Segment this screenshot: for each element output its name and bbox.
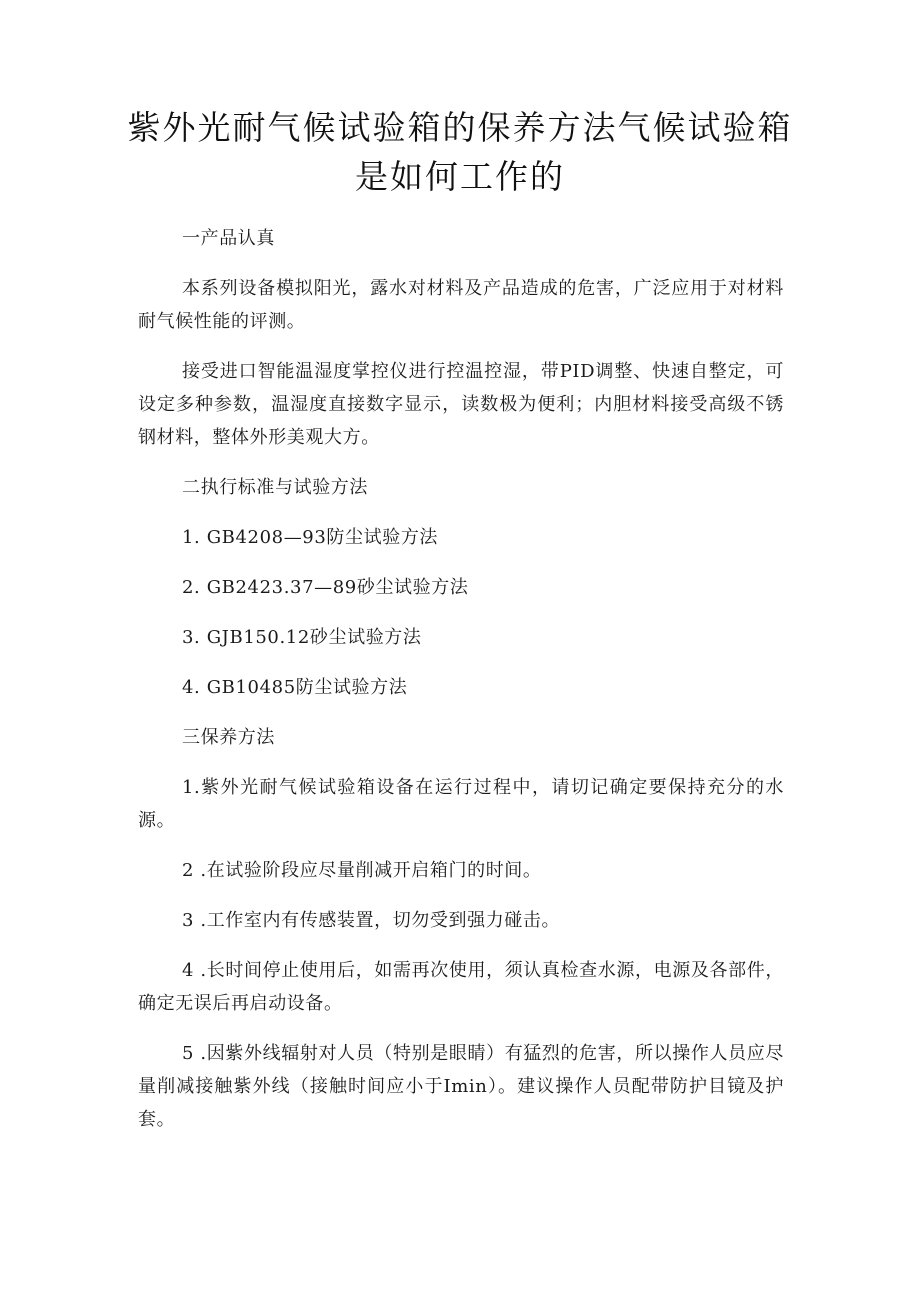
maintenance-item-5: 5 .因紫外线辐射对人员（特别是眼睛）有猛烈的危害，所以操作人员应尽量削减接触紫外线（接触时间应小于Imin）。建议操作人员配带防护目镜及护套。	[138, 1043, 784, 1130]
document-title: 紫外光耐气候试验箱的保养方法气候试验箱是如何工作的	[127, 108, 793, 196]
document-body	[138, 222, 784, 1153]
standard-item-2: 2. GB2423.37—89砂尘试验方法	[182, 577, 469, 598]
maintenance-item-3: 3 .工作室内有传感装置，切勿受到强力碰击。	[182, 910, 561, 931]
standard-item-3: 3. GJB150.12砂尘试验方法	[182, 627, 422, 648]
section-heading-product: 一产品认真	[182, 228, 275, 249]
standard-item-1: 1. GB4208—93防尘试验方法	[182, 527, 439, 548]
section-heading-standards: 二执行标准与试验方法	[182, 477, 368, 498]
maintenance-item-4: 4 .长时间停止使用后，如需再次使用，须认真检查水源，电源及各部件，确定无误后再启动设备。	[138, 960, 784, 1014]
maintenance-item-2: 2 .在试验阶段应尽量削减开启箱门的时间。	[182, 860, 542, 881]
maintenance-item-1: 1.紫外光耐气候试验箱设备在运行过程中，请切记确定要保持充分的水源。	[138, 777, 784, 831]
standard-item-4: 4. GB10485防尘试验方法	[182, 677, 408, 698]
section-heading-maintenance: 三保养方法	[182, 727, 275, 748]
paragraph-product-intro: 本系列设备模拟阳光，露水对材料及产品造成的危害，广泛应用于对材料耐气候性能的评测。	[138, 278, 784, 332]
paragraph-product-control: 接受进口智能温湿度掌控仪进行控温控湿，带PID调整、快速自整定，可设定多种参数，温湿度直接数字显示，读数极为便利；内胆材料接受高级不锈钢材料，整体外形美观大方。	[138, 361, 784, 448]
